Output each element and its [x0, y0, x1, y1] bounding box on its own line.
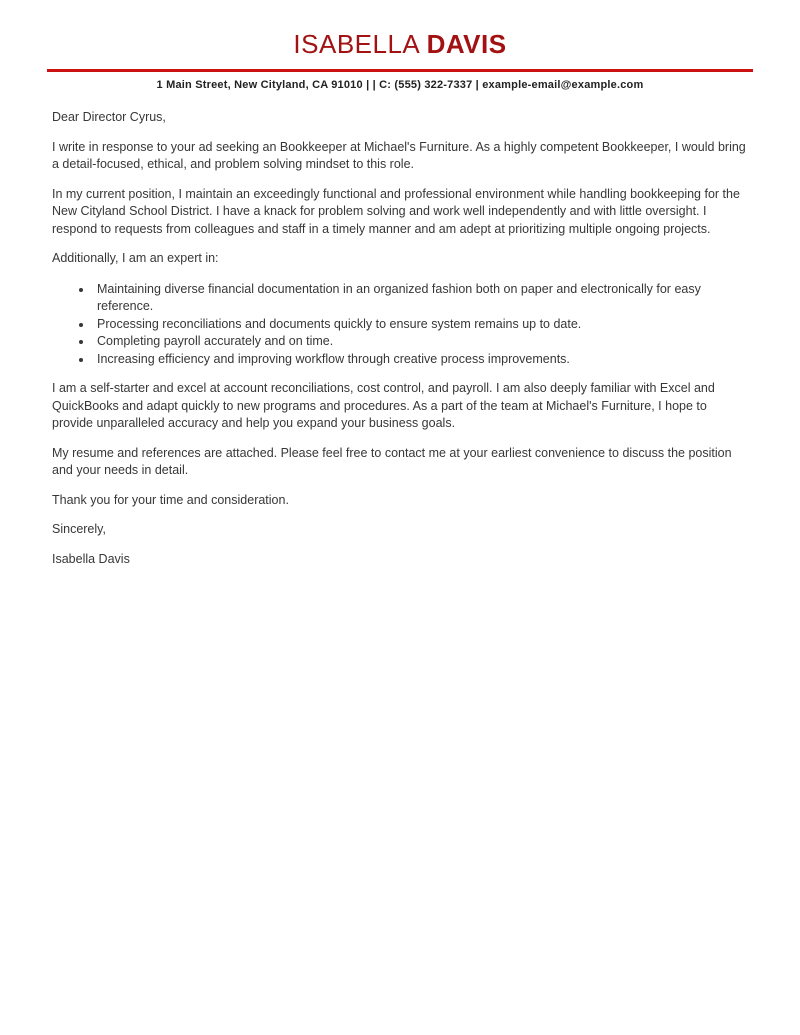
bullet-item: • Increasing efficiency and improving workflow through creative process improvements.	[93, 351, 748, 369]
applicant-name	[0, 28, 800, 60]
bullet-item: • Completing payroll accurately and on time.	[93, 333, 748, 351]
letter-header	[0, 0, 800, 91]
salutation: Dear Director Cyrus,	[52, 110, 166, 124]
paragraph-resume-attached: My resume and references are attached. Please feel free to contact me at your earliest convenience to discuss the position and your needs in detail.	[52, 445, 732, 477]
paragraph-current-position: In my current position, I maintain an exceedingly functional and professional environment while handling bookkeeping for the New Cityland School District. I have a knack for problem solving and work well independently and with little oversight. I respond to requests from colleagues and staff in a timely manner and am adept at prioritizing multiple ongoing projects.	[52, 186, 740, 236]
signoff: Sincerely,	[52, 522, 106, 536]
paragraph-intro: I write in response to your ad seeking an Bookkeeper at Michael's Furniture. As a highly competent Bookkeeper, I would bring a detail-focused, ethical, and problem solving mindset to this role.	[52, 139, 746, 171]
letter-body	[0, 91, 800, 568]
contact-info-line: 1 Main Street, New Cityland, CA 91010 | | C: (555) 322-7337 | example-email@example.com	[156, 79, 644, 91]
paragraph-thanks: Thank you for your time and consideration.	[52, 492, 289, 507]
signature-name: Isabella Davis	[52, 551, 130, 566]
bullet-item: • Processing reconciliations and documents quickly to ensure system remains up to date.	[93, 316, 748, 334]
bullet-item: • Maintaining diverse financial documentation in an organized fashion both on paper and electronically for easy reference.	[93, 281, 748, 316]
applicant-last-name: DAVIS	[426, 29, 507, 59]
expertise-list-intro: Additionally, I am an expert in:	[52, 251, 219, 265]
expertise-bullet-list	[52, 281, 748, 369]
header-divider-rule	[47, 69, 753, 72]
applicant-first-name: ISABELLA	[293, 29, 419, 59]
paragraph-skills: I am a self-starter and excel at account reconciliations, cost control, and payroll. I am also deeply familiar with Excel and QuickBooks and adapt quickly to new programs and procedures. As a part of the team at Michael's Furniture, I hope to provide unparalleled accuracy and help you expand your business goals.	[52, 381, 715, 430]
